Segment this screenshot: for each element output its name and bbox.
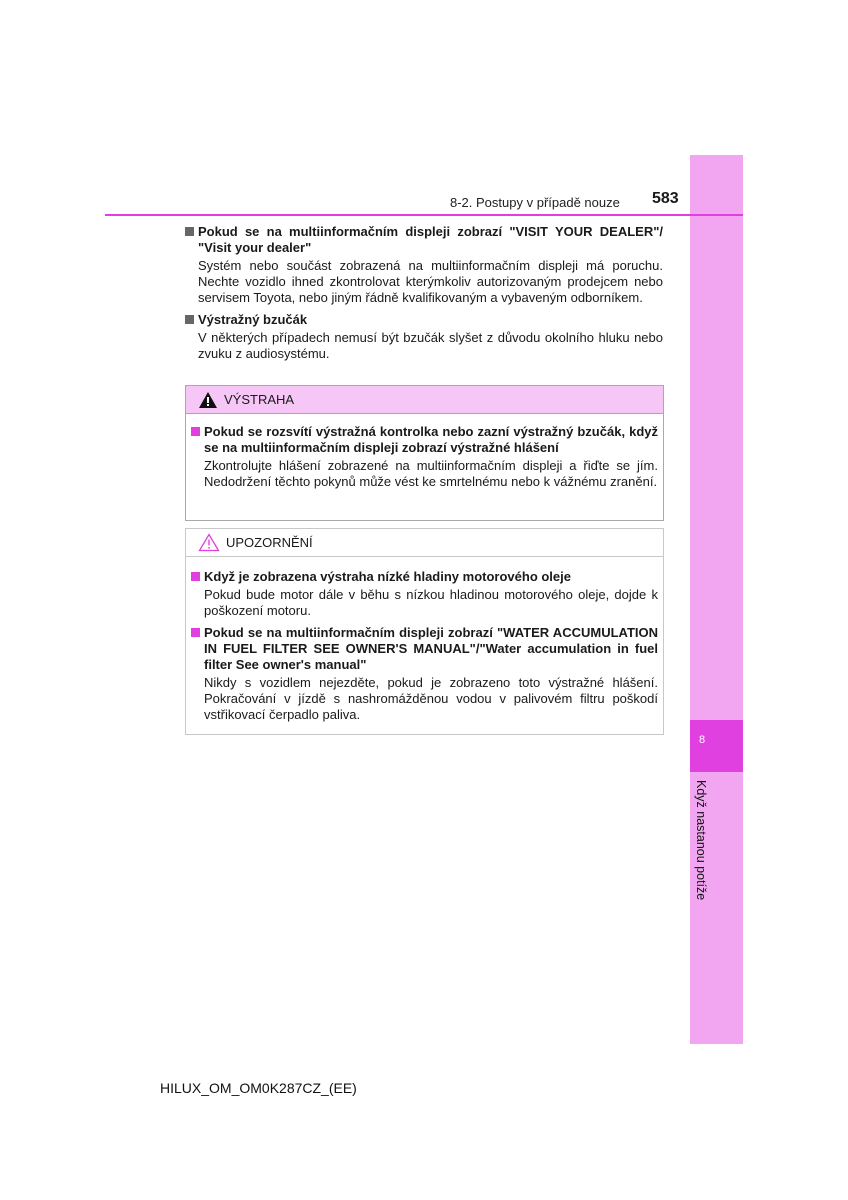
section-title: 8-2. Postupy v případě nouze [450, 195, 620, 210]
side-tab-bottom [690, 772, 743, 1044]
warning-box [185, 385, 664, 521]
chapter-tab[interactable] [690, 720, 743, 772]
warning-box-title: VÝSTRAHA [224, 392, 295, 407]
document-code: HILUX_OM_OM0K287CZ_(EE) [160, 1080, 357, 1096]
section-heading: Výstražný bzučák [185, 312, 663, 328]
caution-triangle-icon [198, 533, 220, 552]
warning-item-body: Zkontrolujte hlášení zobrazené na multiinformačním displeji a řiďte se jím. Nedodržení těchto pokynů může vést ke smrtelnému nebo k vážnému zranění. [204, 458, 658, 489]
bullet-square-icon [191, 427, 200, 436]
page-number: 583 [652, 190, 679, 207]
section-body: Systém nebo součást zobrazená na multiinformačním displeji má poruchu. Nechte vozidlo ihned zkontrolovat kterýmkoliv autorizovaným prodejcem nebo servisem Toyota, nebo jiným řádně kvalifikovaným a vybaveným odborníkem. [198, 258, 663, 305]
chapter-number: 8 [698, 734, 706, 746]
caution-item-body: Pokud bude motor dále v běhu s nízkou hladinou motorového oleje, dojde k poškození motoru. [204, 587, 658, 618]
caution-item-heading: Když je zobrazena výstraha nízké hladiny motorového oleje [191, 569, 658, 585]
caution-box-title: UPOZORNĚNÍ [226, 535, 313, 550]
main-content [185, 224, 663, 362]
caution-box-header [186, 529, 663, 557]
warning-item-heading: Pokud se rozsvítí výstražná kontrolka nebo zazní výstražný bzučák, když se na multiinformačním displeji zobrazí výstražné hlášení [191, 424, 658, 456]
caution-item-body: Nikdy s vozidlem nejezděte, pokud je zobrazeno toto výstražné hlášení. Pokračování v jízdě s nashromážděnou vodou v palivovém filtru poškodí vstřikovací čerpadlo paliva. [204, 675, 658, 722]
bullet-square-icon [185, 227, 194, 236]
section-heading: Pokud se na multiinformačním displeji zobrazí "VISIT YOUR DEALER"/ "Visit your dealer" [185, 224, 663, 256]
caution-box [185, 528, 664, 735]
section-body: V některých případech nemusí být bzučák slyšet z důvodu okolního hluku nebo zvuku z audiosystému. [198, 330, 663, 361]
caution-item-heading: Pokud se na multiinformačním displeji zobrazí "WATER ACCUMULATION IN FUEL FILTER SEE OWNER'S MANUAL"/"Water accumulation in fuel filter See owner's manual" [191, 625, 658, 673]
chapter-title: Když nastanou potíže [694, 780, 708, 901]
bullet-square-icon [191, 628, 200, 637]
warning-box-header [186, 386, 663, 414]
warning-triangle-icon [198, 391, 218, 409]
bullet-square-icon [191, 572, 200, 581]
bullet-square-icon [185, 315, 194, 324]
side-tab-top [690, 155, 743, 720]
header-rule [105, 214, 743, 216]
